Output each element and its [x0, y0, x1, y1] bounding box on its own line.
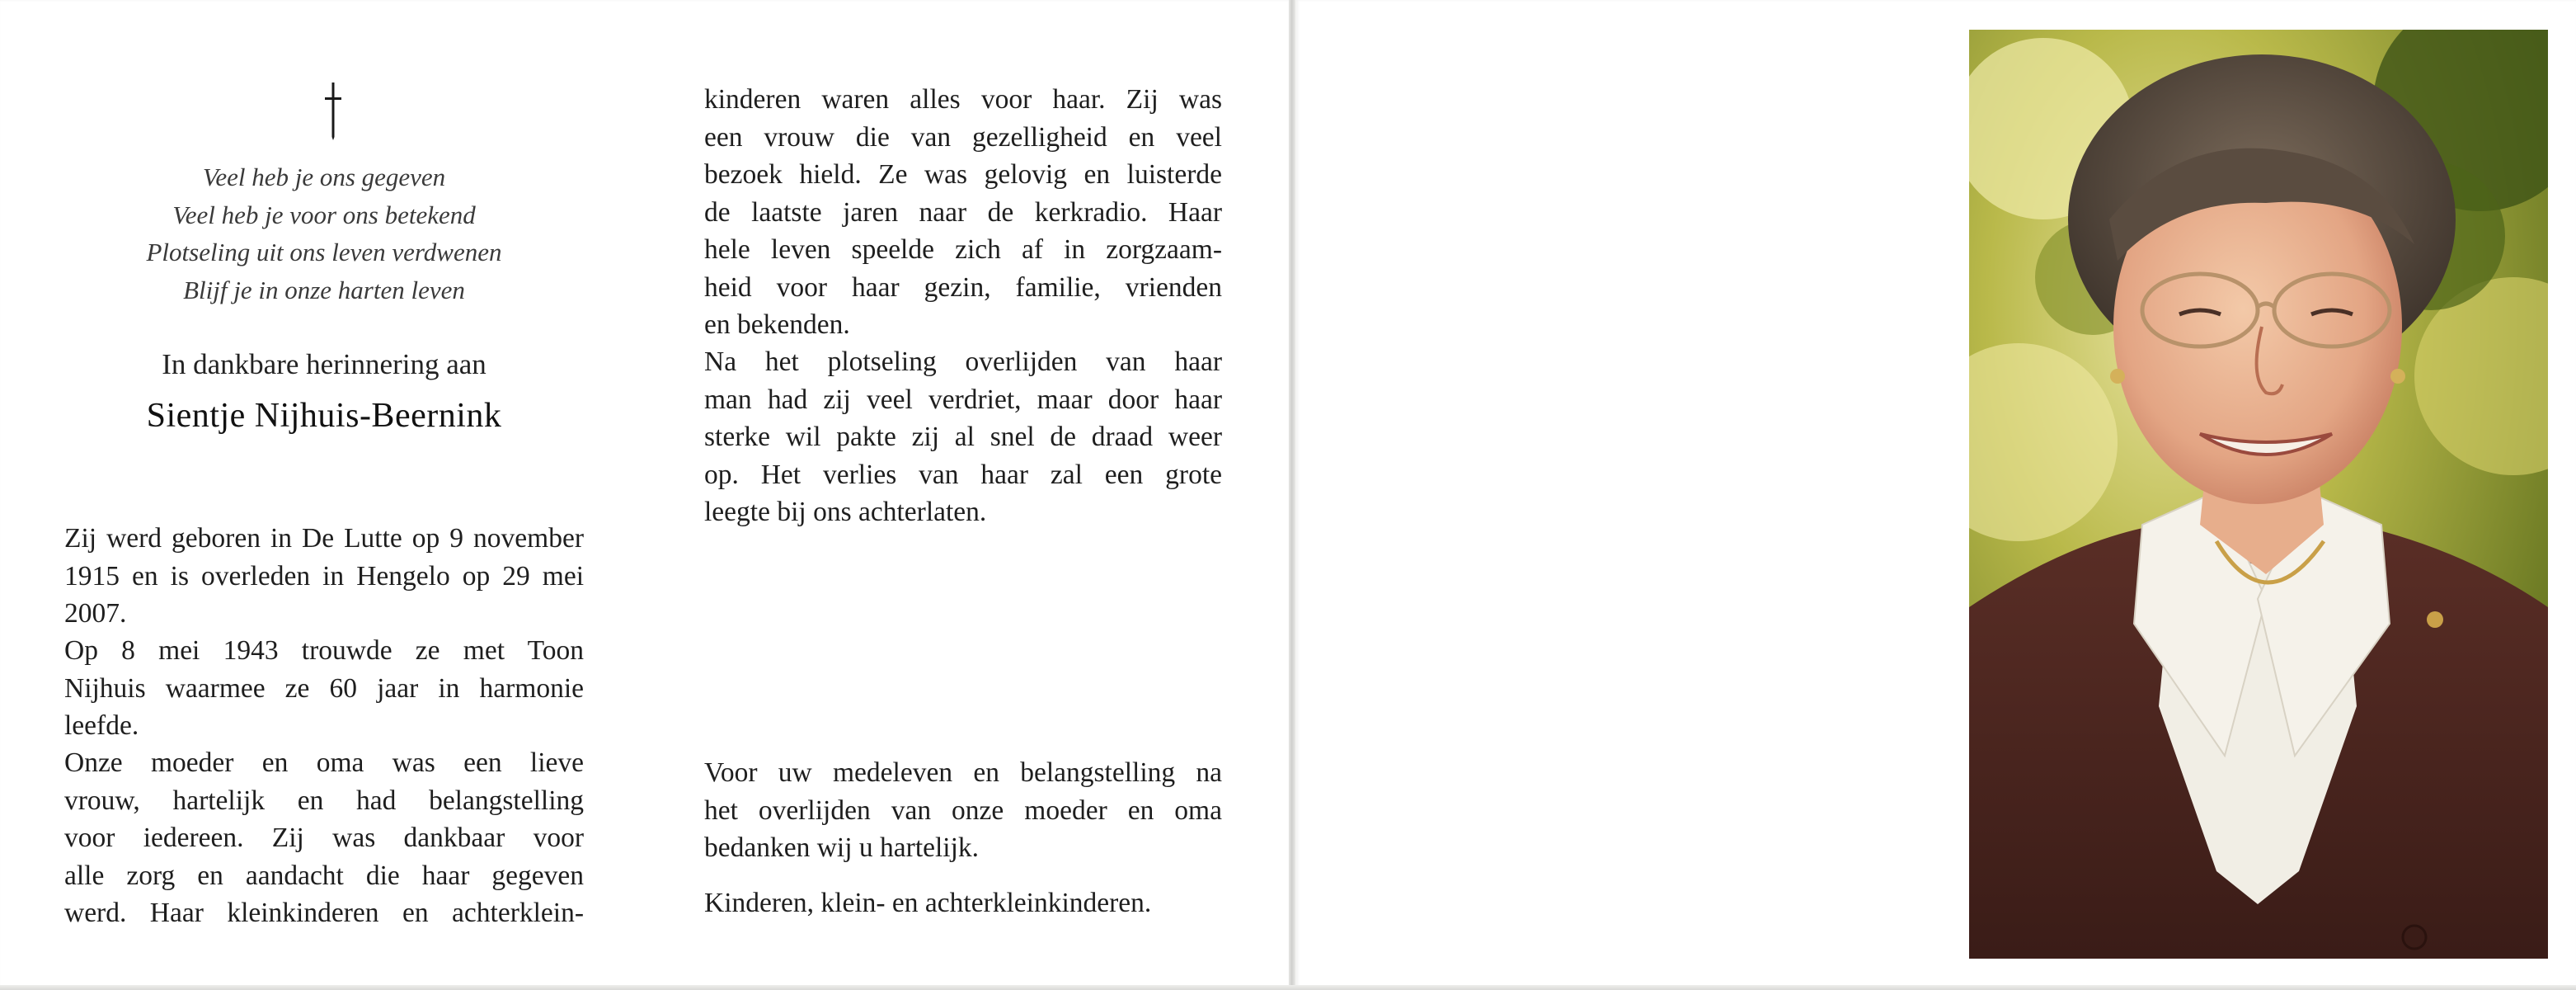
poem-line: Plotseling uit ons leven verdwenen: [146, 238, 502, 266]
text-line: werd. Haar kleinkinderen en achterklein-: [64, 898, 584, 928]
dedication-line: In dankbare herinnering aan: [162, 348, 487, 380]
text-line: Zij werd geboren in De Lutte op 9 november: [64, 523, 584, 554]
biography-paragraph: [704, 81, 1222, 344]
text-line: leefde.: [64, 710, 139, 741]
text-line: Op 8 mei 1943 trouwde ze met Toon: [64, 635, 584, 666]
text-line: het overlijden van onze moeder en oma: [704, 794, 1222, 826]
text-line: bezoek hield. Ze was gelovig en luisterde: [704, 159, 1222, 190]
card-fold: [1289, 0, 1295, 990]
thanks-paragraph: [704, 754, 1222, 867]
biography-paragraph: [64, 520, 584, 633]
text-line: 2007.: [64, 598, 127, 629]
text-line: sterke wil pakte zij al snel de draad weer: [704, 422, 1222, 452]
poem-line: Veel heb je voor ons betekend: [172, 200, 476, 229]
biography-paragraph: [64, 744, 584, 932]
poem-line: Veel heb je ons gegeven: [202, 163, 446, 191]
text-line: leegte bij ons achterlaten.: [704, 497, 987, 527]
text-line: Na het plotseling overlijden van haar: [704, 346, 1222, 377]
text-line: bedanken wij u hartelijk.: [704, 832, 980, 863]
card-bottom-edge: [0, 985, 2576, 990]
text-line: op. Het verlies van haar zal een grote: [704, 459, 1222, 490]
text-line: Nijhuis waarmee ze 60 jaar in harmonie: [64, 672, 584, 704]
text-line: man had zij veel verdriet, maar door haar: [704, 384, 1222, 415]
text-line: alle zorg en aandacht die haar gegeven: [64, 860, 584, 891]
family-signature: Kinderen, klein- en achterkleinkinderen.: [704, 888, 1152, 918]
text-line: hele leven speelde zich af in zorgzaam-: [704, 234, 1222, 265]
text-line: kinderen waren alles voor haar. Zij was: [704, 84, 1222, 115]
text-line: vrouw, hartelijk en had belangstelling: [64, 785, 584, 816]
text-line: Onze moeder en oma was een lieve: [64, 747, 584, 778]
text-line: Voor uw medeleven en belangstelling na: [704, 757, 1222, 788]
portrait-photo: [1969, 30, 2548, 959]
poem-line: Blijf je in onze harten leven: [183, 275, 465, 304]
text-line: de laatste jaren naar de kerkradio. Haar: [704, 196, 1222, 228]
text-line: heid voor haar gezin, familie, vrienden: [704, 271, 1222, 303]
poem: [63, 158, 585, 309]
text-line: 1915 en is overleden in Hengelo op 29 mei: [64, 560, 584, 592]
cross-icon: [323, 82, 343, 140]
biography-paragraph: [64, 632, 584, 745]
biography-paragraph: [704, 343, 1222, 531]
text-line: voor iedereen. Zij was dankbaar voor: [64, 823, 584, 853]
text-line: een vrouw die van gezelligheid en veel: [704, 121, 1222, 153]
deceased-name: Sientje Nijhuis-Beernink: [146, 397, 502, 435]
text-line: en bekenden.: [704, 309, 850, 340]
